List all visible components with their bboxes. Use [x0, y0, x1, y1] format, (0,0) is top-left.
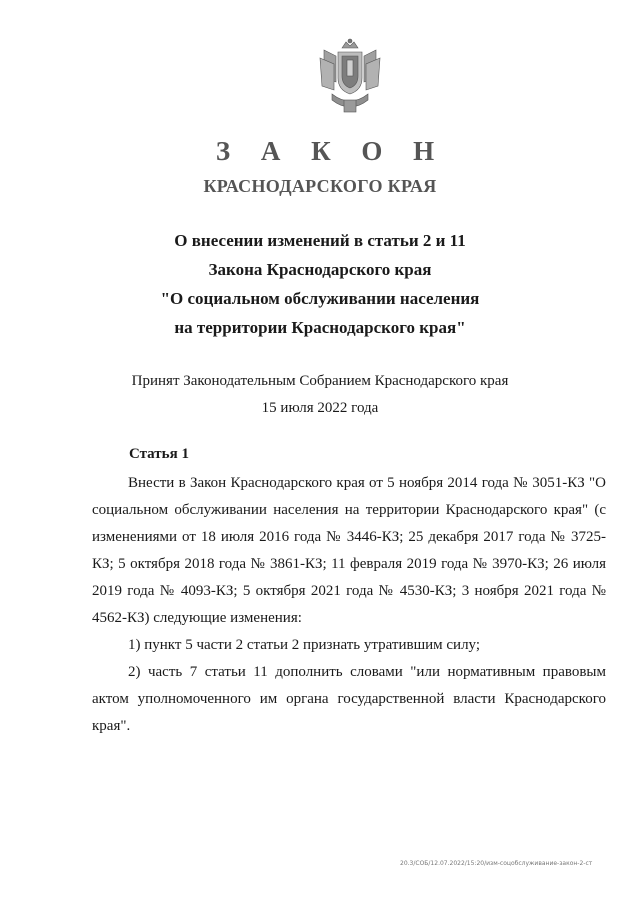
heading-line: на территории Краснодарского края" [174, 318, 466, 337]
article-title: Статья 1 [129, 446, 189, 462]
law-heading [0, 226, 640, 342]
adoption-info [0, 368, 640, 422]
article-body [92, 470, 606, 740]
footer-code: 20.3/СОБ/12.07.2022/15:20/изм-соцобслуживание-закон-2-ст [400, 860, 593, 867]
document-title: З А К О Н [215, 136, 447, 166]
heading-line: Закона Краснодарского края [208, 260, 432, 279]
document-subtitle: КРАСНОДАРСКОГО КРАЯ [203, 176, 437, 196]
paragraph: 1) пункт 5 части 2 статьи 2 признать утратившим силу; [128, 637, 481, 653]
heading-line: О внесении изменений в статьи 2 и 11 [174, 231, 466, 250]
paragraph: 2) часть 7 статьи 11 дополнить словами "или нормативным правовым актом уполномоченного им органа государственной власти Краснодарского края". [92, 664, 606, 734]
adoption-line: Принят Законодательным Собранием Краснодарского края [131, 373, 509, 389]
krasnodar-coat-of-arms-icon [318, 38, 382, 116]
adoption-date: 15 июля 2022 года [261, 400, 379, 416]
heading-line: "О социальном обслуживании населения [160, 289, 480, 308]
paragraph: Внести в Закон Краснодарского края от 5 ноября 2014 года № 3051-КЗ "О социальном обслуживании населения на территории Краснодарского края" (с изменениями от 18 июля 2016 года № 3446-КЗ; 25 декабря 2017 года № 3725-КЗ; 5 октября 2018 года № 3861-КЗ; 11 февраля 2019 года № 3970-КЗ; 26 июля 2019 года № 4093-КЗ; 5 октября 2021 года № 4530-КЗ; 3 ноября 2021 года № 4562-КЗ) следующие изменения: [92, 475, 606, 626]
